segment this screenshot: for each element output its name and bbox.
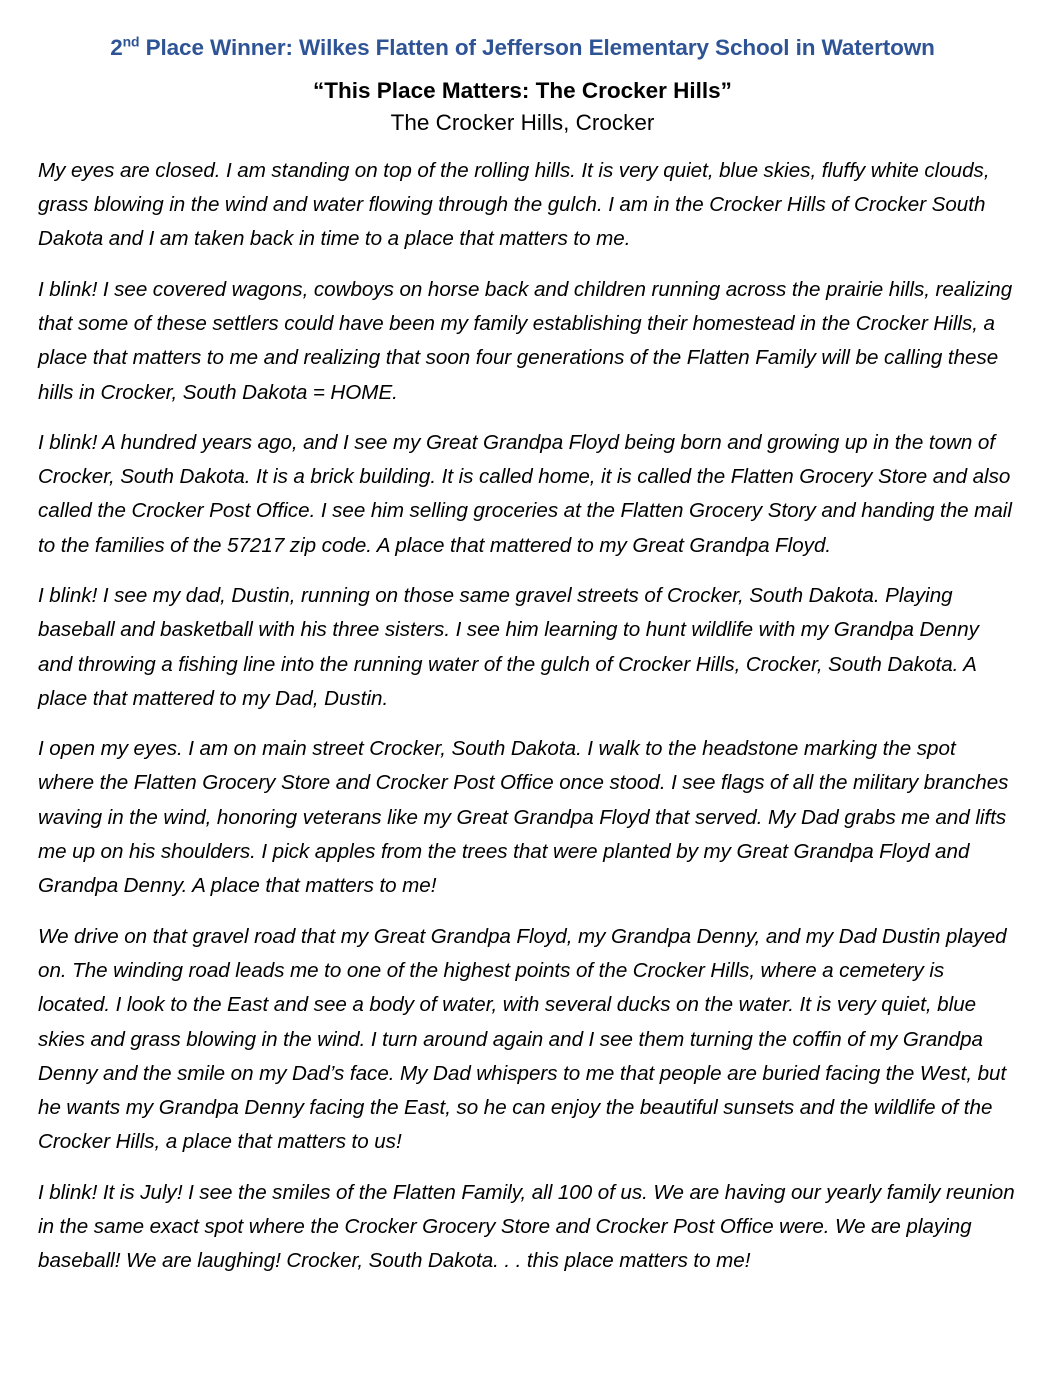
body-paragraph: We drive on that gravel road that my Great Grandpa Floyd, my Grandpa Denny, and my Dad Dustin played on. The winding road leads me to one of the highest points of the Crocker Hills, where a cemetery is located. I look to the East and see a body of water, with several ducks on the water. It is very quiet, blue skies and grass blowing in the wind. I turn around again and I see them turning the coffin of my Grandpa Denny and the smile on my Dad’s face. My Dad whispers to me that people are buried facing the West, but he wants my Grandpa Denny facing the East, so he can enjoy the beautiful sunsets and the wildlife of the Crocker Hills, a place that matters to us! [38,924,1007,1154]
page-title [0,34,1045,62]
body-paragraph: I blink! I see my dad, Dustin, running on those same gravel streets of Crocker, South Dakota. Playing baseball and basketball with his three sisters. I see him learning to hunt wildlife with my Grandpa Denny and throwing a fishing line into the running water of the gulch of Crocker Hills, Crocker, South Dakota. A place that mattered to my Dad, Dustin. [38,584,979,710]
body-paragraph: I blink! A hundred years ago, and I see my Great Grandpa Floyd being born and growing up in the town of Crocker, South Dakota. It is a brick building. It is called home, it is called the Flatten Grocery Store and also called the Crocker Post Office. I see him selling groceries at the Flatten Grocery Story and handing the mail to the families of the 57217 zip code. A place that mattered to my Great Grandpa Floyd. [38,430,1012,557]
body-paragraph: I blink! I see covered wagons, cowboys on horse back and children running across the prairie hills, realizing that some of these settlers could have been my family establishing their homestead in the Crocker Hills, a place that matters to me and realizing that soon four generations of the Flatten Family will be calling these hills in Crocker, South Dakota = HOME. [38,277,1013,404]
title-remainder: Place Winner: Wilkes Flatten of Jefferson Elementary School in Watertown [139,35,935,60]
body-paragraph: I open my eyes. I am on main street Crocker, South Dakota. I walk to the headstone marking the spot where the Flatten Grocery Store and Crocker Post Office once stood. I see flags of all the military branches waving in the wind, honoring veterans like my Great Grandpa Floyd that served. My Dad grabs me and lifts me up on his shoulders. I pick apples from the trees that were planted by my Great Grandpa Floyd and Grandpa Denny. A place that matters to me! [38,737,1009,898]
body-paragraph: My eyes are closed. I am standing on top of the rolling hills. It is very quiet, blue skies, fluffy white clouds, grass blowing in the wind and water flowing through the gulch. I am in the Crocker Hills of Crocker South Dakota and I am taken back in time to a place that matters to me. [38,158,990,251]
essay-location: The Crocker Hills, Crocker [390,109,655,135]
title-ordinal-suffix: nd [122,33,140,50]
title-ordinal-number: 2 [110,35,123,60]
essay-title: “This Place Matters: The Crocker Hills” [313,78,732,104]
document-body [0,154,1045,1279]
body-paragraph: I blink! It is July! I see the smiles of the Flatten Family, all 100 of us. We are having our yearly family reunion in the same exact spot where the Crocker Grocery Store and Crocker Post Office were. We are playing baseball! We are laughing! Crocker, South Dakota. . . this place matters to me! [38,1180,1015,1273]
document-header [0,0,1045,138]
